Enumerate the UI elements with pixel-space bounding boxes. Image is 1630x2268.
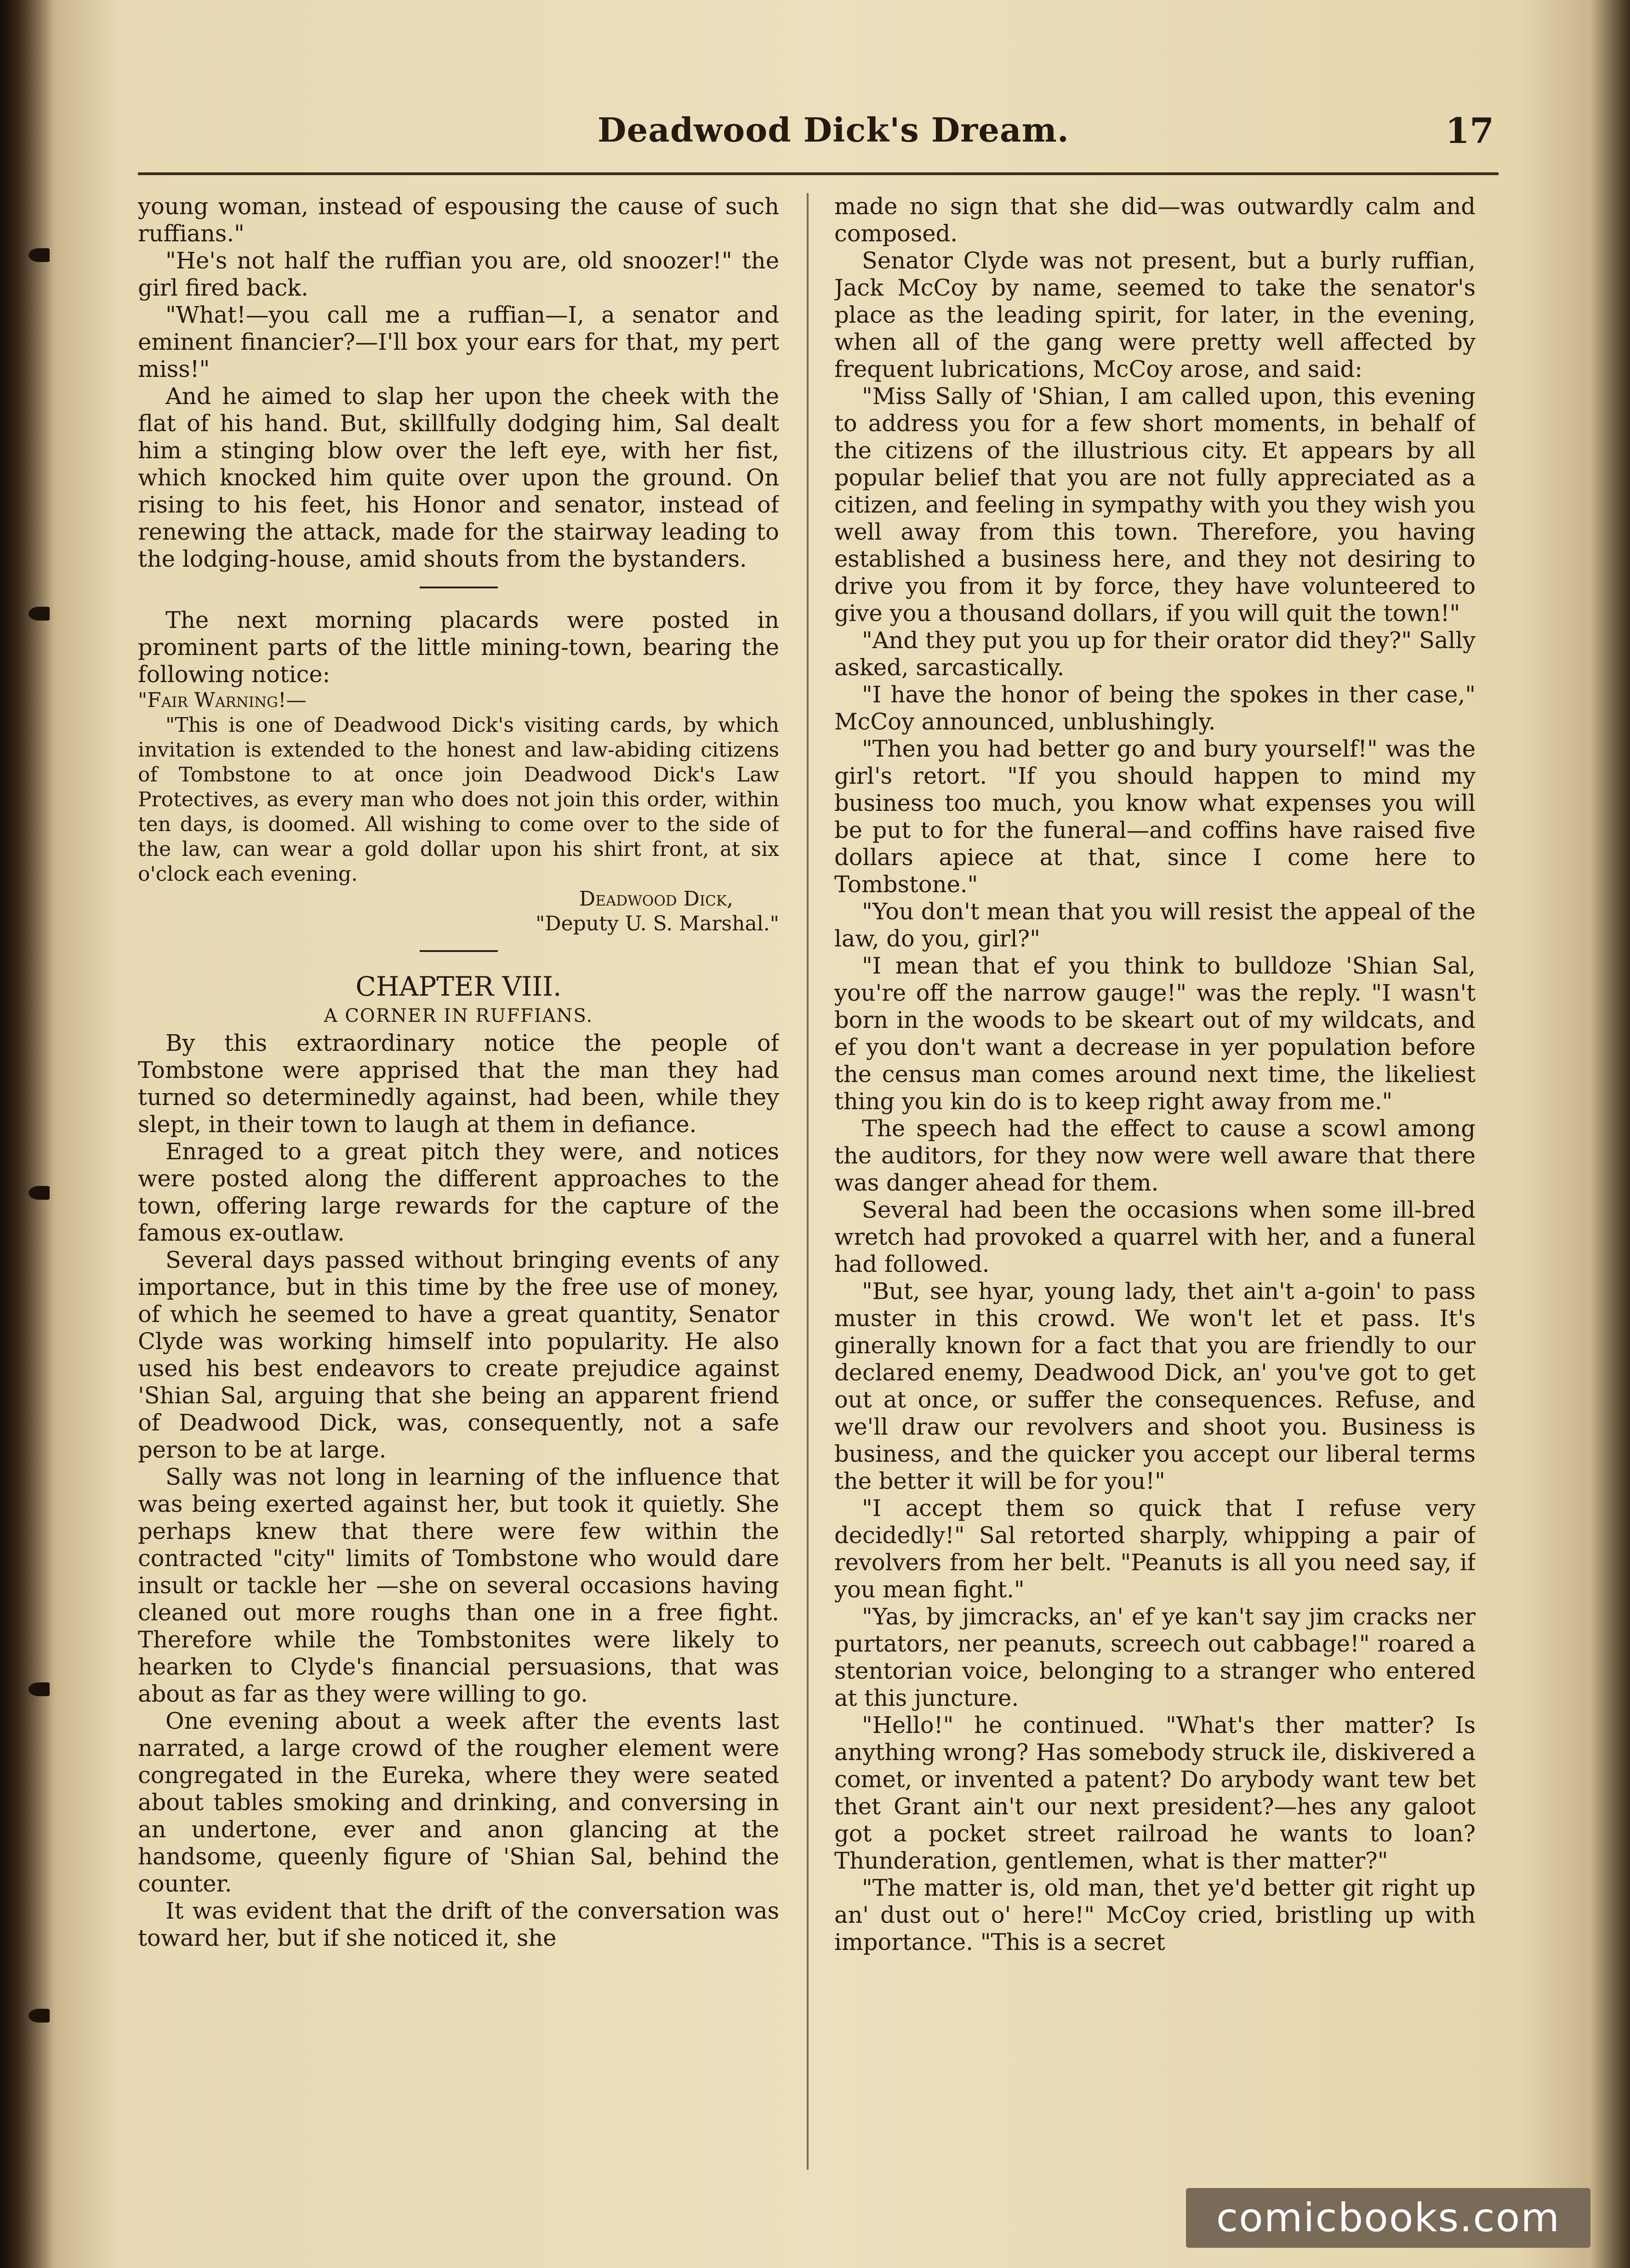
- binding-hole-mark: [28, 1682, 50, 1696]
- paragraph: "And they put you up for their orator did they?" Sally asked, sarcastically.: [834, 627, 1476, 681]
- header-rule: [138, 172, 1499, 175]
- paragraph: "Yas, by jimcracks, an' ef ye kan't say jim cracks ner purtators, ner peanuts, screech out cabbage!" roared a stentorian voice, belonging to a stranger who entered at this juncture.: [834, 1603, 1476, 1711]
- column-rule: [807, 193, 809, 2170]
- paragraph: young woman, instead of espousing the cause of such ruffians.": [138, 193, 779, 247]
- section-separator: [420, 950, 498, 952]
- left-column: [138, 193, 779, 2170]
- paragraph: "Miss Sally of 'Shian, I am called upon, this evening to address you for a few short moments, in behalf of the citizens of the illustrious city. Et appears by all popular belief that you are not fully appreciated as a citizen, and feeling in sympathy with you they wish you well away from this town. Therefore, you having established a business here, and they not desiring to drive you from it by force, they have volunteered to give you a thousand dollars, if you will quit the town!": [834, 383, 1476, 627]
- paragraph: Enraged to a great pitch they were, and notices were posted along the different approaches to the town, offering large rewards for the capture of the famous ex-outlaw.: [138, 1138, 779, 1246]
- binding-hole-mark: [28, 2009, 50, 2023]
- paragraph: "Hello!" he continued. "What's ther matter? Is anything wrong? Has somebody struck ile, diskivered a comet, or invented a patent? Do arybody want tew bet thet Grant ain't our next president?—hes any galoot got a pocket street railroad he wants to loan? Thunderation, gentlemen, what is ther matter?": [834, 1712, 1476, 1874]
- paragraph: "Then you had better go and bury yourself!" was the girl's retort. "If you should happen to mind my business too much, you know what expenses you will be put to for the funeral—and coffins have raised five dollars apiece at that, since I come here to Tombstone.": [834, 735, 1476, 898]
- paragraph: The speech had the effect to cause a scowl among the auditors, for they now were well aware that there was danger ahead for them.: [834, 1115, 1476, 1196]
- chapter-subtitle: A CORNER IN RUFFIANS.: [324, 1005, 593, 1026]
- book-page: [138, 83, 1499, 2170]
- paragraph: Senator Clyde was not present, but a burly ruffian, Jack McCoy by name, seemed to take the senator's place as the leading spirit, for later, in the evening, when all of the gang were pretty well affected by frequent lubrications, McCoy arose, and said:: [834, 247, 1476, 382]
- paragraph: made no sign that she did—was outwardly calm and composed.: [834, 193, 1476, 247]
- notice-body: "This is one of Deadwood Dick's visiting cards, by which invitation is extended to the honest and law-abiding citizens of Tombstone to at once join Deadwood Dick's Law Protectives, as every man who does not join this order, within ten days, is doomed. All wishing to come over to the side of the law, can wear a gold dollar upon his shirt front, at six o'clock each evening.: [138, 713, 779, 886]
- paragraph: "I accept them so quick that I refuse very decidedly!" Sal retorted sharply, whipping a pair of revolvers from her belt. "Peanuts is all you need say, if you mean fight.": [834, 1495, 1476, 1603]
- paragraph: "I mean that ef you think to bulldoze 'Shian Sal, you're off the narrow gauge!" was the reply. "I wasn't born in the woods to be skeart out of my wildcats, and ef you don't want a decrease in yer population before the census man comes around next time, the likeliest thing you kin do is to keep right away from me.": [834, 952, 1476, 1115]
- notice-signature: Deadwood Dick,: [579, 887, 733, 911]
- binding-hole-mark: [28, 1186, 50, 1200]
- right-column: [834, 193, 1476, 2170]
- paragraph: The next morning placards were posted in prominent parts of the little mining-town, bearing the following notice:: [138, 607, 779, 688]
- notice-signature-title: "Deputy U. S. Marshal.": [536, 912, 779, 935]
- binding-shadow: [0, 0, 51, 2268]
- page-header: [138, 110, 1499, 165]
- site-watermark: comicbooks.com: [1186, 2188, 1590, 2248]
- paragraph: Several days passed without bringing events of any importance, but in this time by the free use of money, of which he seemed to have a great quantity, Senator Clyde was working himself into popularity. He also used his best endeavors to create prejudice against 'Shian Sal, arguing that she being an apparent friend of Deadwood Dick, was, consequently, not a safe person to be at large.: [138, 1247, 779, 1463]
- paragraph: One evening about a week after the events last narrated, a large crowd of the rougher element were congregated in the Eureka, where they were seated about tables smoking and drinking, and conversing in an undertone, ever and anon glancing at the handsome, queenly figure of 'Shian Sal, behind the counter.: [138, 1708, 779, 1897]
- paragraph: And he aimed to slap her upon the cheek with the flat of his hand. But, skillfully dodging him, Sal dealt him a stinging blow over the left eye, with her fist, which knocked him quite over upon the ground. On rising to his feet, his Honor and senator, instead of renewing the attack, made for the stairway leading to the lodging-house, amid shouts from the bystanders.: [138, 383, 779, 572]
- page-number: 17: [1445, 110, 1494, 151]
- paragraph: "I have the honor of being the spokes in ther case," McCoy announced, unblushingly.: [834, 681, 1476, 735]
- section-separator: [420, 587, 498, 588]
- paragraph: "He's not half the ruffian you are, old snoozer!" the girl fired back.: [138, 247, 779, 301]
- paragraph: It was evident that the drift of the conversation was toward her, but if she noticed it, she: [138, 1898, 779, 1951]
- paragraph: "What!—you call me a ruffian—I, a senator and eminent financier?—I'll box your ears for that, my pert miss!": [138, 302, 779, 382]
- paragraph: "You don't mean that you will resist the appeal of the law, do you, girl?": [834, 898, 1476, 952]
- paragraph: By this extraordinary notice the people of Tombstone were apprised that the man they had turned so determinedly against, had been, while they slept, in their town to laugh at them in defiance.: [138, 1030, 779, 1138]
- notice-heading: "Fair Warning!—: [138, 689, 307, 712]
- paragraph: Several had been the occasions when some ill-bred wretch had provoked a quarrel with her, and a funeral had followed.: [834, 1197, 1476, 1277]
- paragraph: "The matter is, old man, thet ye'd better git right up an' dust out o' here!" McCoy cried, bristling up with importance. "This is a secret: [834, 1875, 1476, 1955]
- binding-hole-mark: [28, 607, 50, 621]
- placard-notice: [138, 688, 779, 936]
- paragraph: "But, see hyar, young lady, thet ain't a-goin' to pass muster in this crowd. We won't let et pass. It's ginerally known for a fact that you are friendly to our declared enemy, Deadwood Dick, an' you've got to get out at once, or suffer the consequences. Refuse, and we'll draw our revolvers and shoot you. Business is business, and the quicker you accept our liberal terms the better it will be for you!": [834, 1278, 1476, 1494]
- running-title: Deadwood Dick's Dream.: [598, 110, 1069, 149]
- paragraph: Sally was not long in learning of the influence that was being exerted against her, but took it quietly. She perhaps knew that there were few within the contracted "city" limits of Tombstone who would dare insult or tackle her —she on several occasions having cleaned out more roughs than one in a free fight. Therefore while the Tombstonites were likely to hearken to Clyde's financial persuasions, that was about as far as they were willing to go.: [138, 1464, 779, 1707]
- chapter-title: CHAPTER VIII.: [355, 971, 562, 1002]
- binding-hole-mark: [28, 248, 50, 262]
